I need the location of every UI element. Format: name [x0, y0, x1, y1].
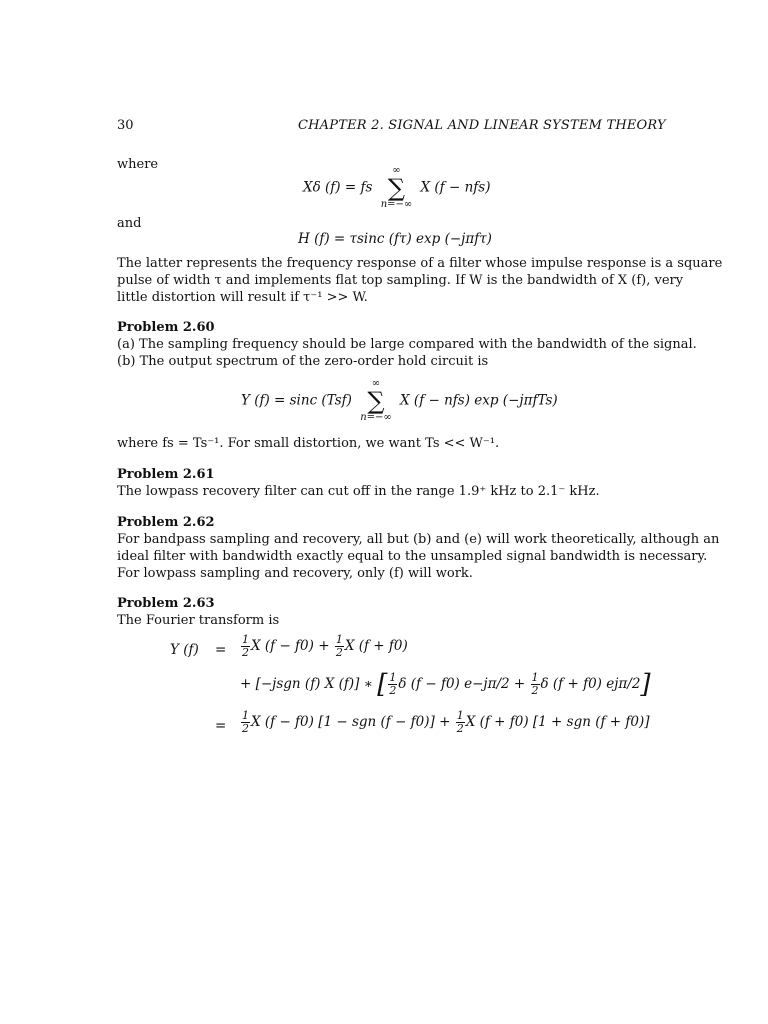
running-header: CHAPTER 2. SIGNAL AND LINEAR SYSTEM THEORY: [298, 118, 666, 133]
summation-symbol: ∞ ∑ n=−∞: [360, 378, 392, 423]
paragraph-latter-line-3: little distortion will result if τ⁻¹ >> W.: [117, 290, 368, 305]
eq-263-line-3: $\frac{1}{2}$ X (f − f0) [1 − sgn (f − f0)] + $\frac{1}{2}$ X (f + f0) [1 + sgn (f + f0)]: [242, 709, 650, 735]
fraction-half: $\frac{1}{2}$: [242, 709, 249, 735]
problem-2-62-title: Problem 2.62: [117, 515, 215, 530]
problem-2-60-title: Problem 2.60: [117, 320, 215, 335]
fraction-half: $\frac{1}{2}$: [242, 633, 249, 659]
text-where: where: [117, 157, 159, 172]
problem-2-62-line-2: ideal filter with bandwidth exactly equal to the unsampled signal bandwidth is necessary.: [117, 549, 708, 564]
paragraph-latter-line-1: The latter represents the frequency response of a filter whose impulse response is a square: [117, 256, 723, 271]
problem-2-63-text: The Fourier transform is: [117, 613, 280, 628]
problem-2-60-part-b: (b) The output spectrum of the zero-order hold circuit is: [117, 354, 489, 369]
equation-x-delta: [303, 166, 490, 210]
text-and: and: [117, 216, 142, 231]
sum-lower-limit: n=−∞: [380, 199, 413, 210]
eq-263-line-1: $\frac{1}{2}$ X (f − f0) + $\frac{1}{2}$ X (f + f0): [242, 633, 408, 659]
fraction-half: $\frac{1}{2}$: [335, 633, 343, 659]
problem-2-63-title: Problem 2.63: [117, 596, 215, 611]
problem-2-60-part-a: (a) The sampling frequency should be large compared with the bandwidth of the signal.: [117, 337, 697, 352]
eq-y-lhs: Y (f) = sinc (Tsf): [241, 392, 352, 409]
eq-263-equals-2: =: [215, 718, 227, 734]
fraction-half: $\frac{1}{2}$: [456, 709, 464, 735]
problem-2-62-line-3: For lowpass sampling and recovery, only (f) will work.: [117, 566, 473, 581]
equation-h: H (f) = τsinc (fτ) exp (−jπfτ): [298, 231, 492, 247]
paragraph-latter-line-2: pulse of width τ and implements flat top sampling. If W is the bandwidth of X (f), very: [117, 273, 684, 288]
problem-2-62-line-1: For bandpass sampling and recovery, all but (b) and (e) will work theoretically, although an: [117, 532, 720, 547]
problem-2-60-where: where fs = Ts⁻¹. For small distortion, we want Ts << W⁻¹.: [117, 436, 500, 451]
equation-y-zoh: [241, 379, 558, 423]
eq-xdelta-rhs: X (f − nfs): [420, 179, 491, 196]
summation-symbol: ∞ ∑ n=−∞: [380, 165, 413, 210]
fraction-half: $\frac{1}{2}$: [389, 671, 397, 697]
sum-lower-limit: n=−∞: [360, 412, 392, 423]
sum-upper-limit: ∞: [371, 378, 381, 389]
fraction-half: $\frac{1}{2}$: [531, 671, 539, 697]
page-number: 30: [117, 118, 134, 133]
eq-y-rhs: X (f − nfs) exp (−jπfTs): [400, 392, 558, 409]
sum-upper-limit: ∞: [392, 165, 401, 176]
eq-263-lhs: Y (f): [170, 642, 199, 658]
eq-xdelta-lhs: Xδ (f) = fs: [303, 179, 373, 196]
problem-2-61-text: The lowpass recovery filter can cut off in the range 1.9⁺ kHz to 2.1⁻ kHz.: [117, 484, 600, 499]
problem-2-61-title: Problem 2.61: [117, 467, 215, 482]
eq-263-line-2: + [−jsgn (f) X (f)] ∗ [ $\frac{1}{2}$ δ (f − f0) e−jπ/2 + $\frac{1}{2}$ δ (f + f0) ejπ/2]: [240, 669, 651, 700]
eq-263-equals-1: =: [215, 642, 227, 658]
